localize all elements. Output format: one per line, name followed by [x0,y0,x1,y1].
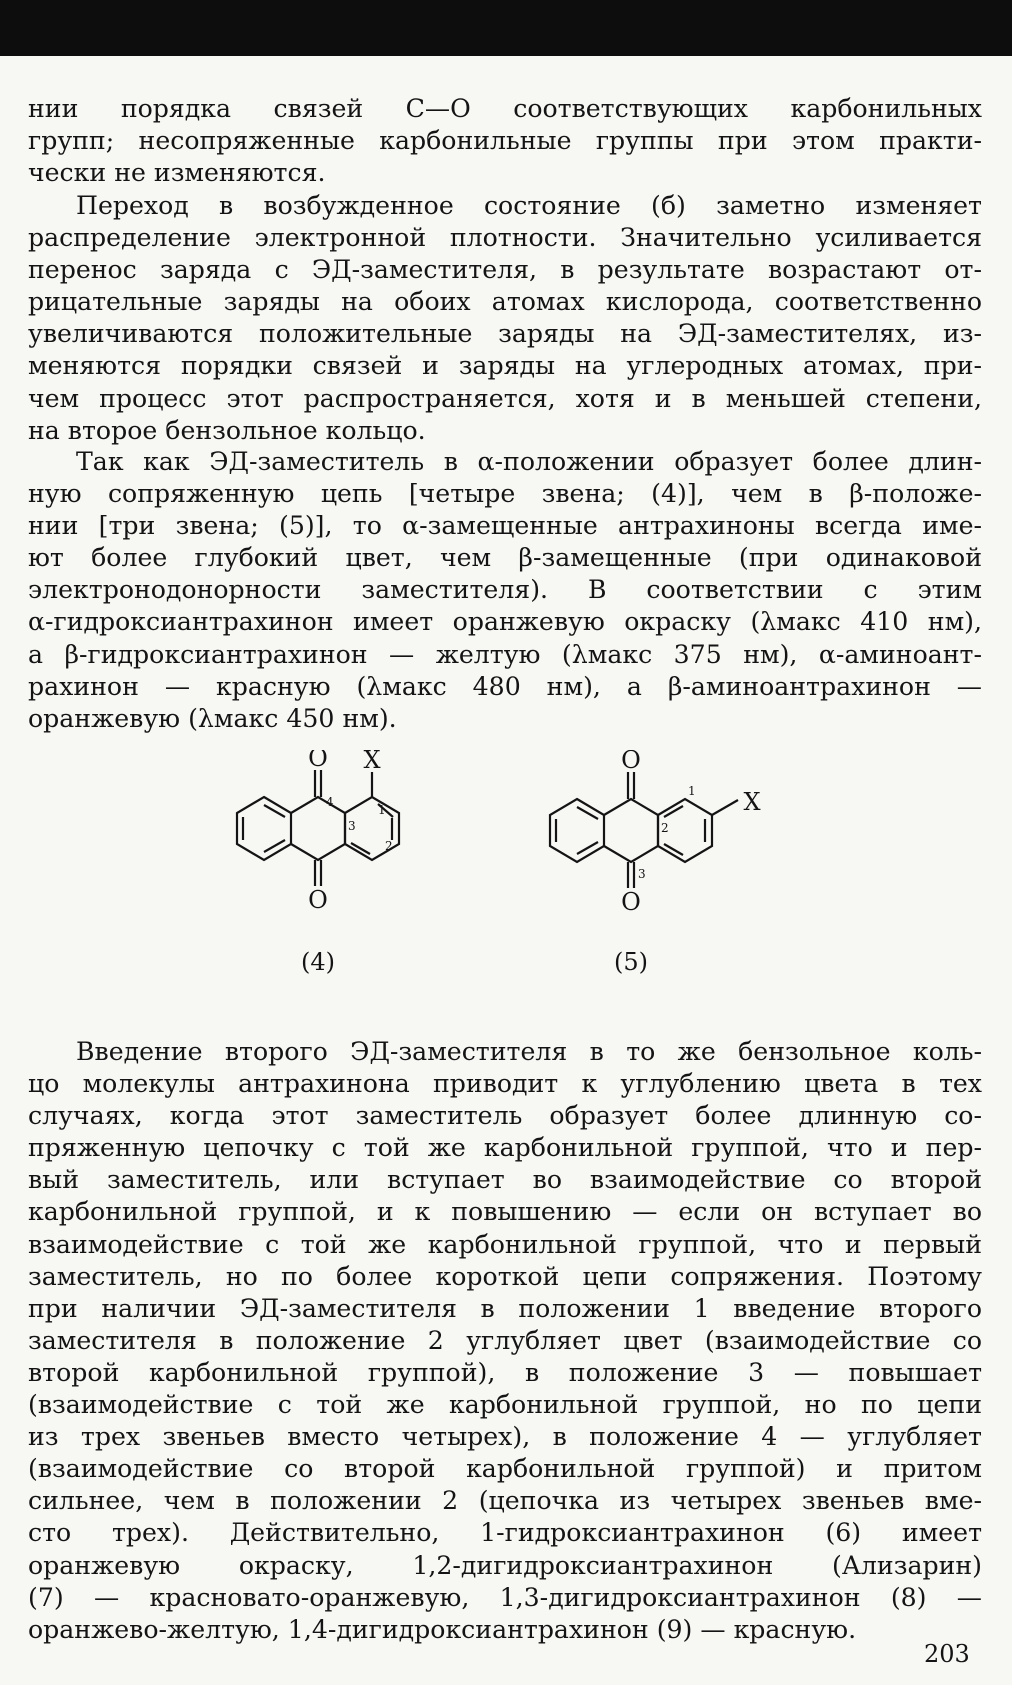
substituent-label: X [743,788,761,816]
text-line: оранжевую окраску, 1,2-дигидроксиантрахинон (Ализарин) [28,1550,982,1580]
text-line: а β-гидроксиантрахинон — желтую (λмакс 375 нм), α-аминоант- [28,639,982,669]
text-line: при наличии ЭД-заместителя в положении 1 введение второго [28,1293,982,1323]
text-line: чески не изменяются. [28,158,326,188]
position-number: 1 [688,784,696,798]
text-line: нии [три звена; (5)], то α-замещенные антрахиноны всегда име- [28,511,982,541]
position-number: 1 [378,803,386,817]
text-line: из трех звеньев вместо четырех), в положение 4 — углубляет [28,1422,982,1452]
position-number: 3 [638,867,646,881]
paragraph-3 [28,446,982,735]
text-line: рахинон — красную (λмакс 480 нм), а β-аминоантрахинон — [28,671,982,701]
text-line: оранжевую (λмакс 450 нм). [28,703,397,733]
text-line: случаях, когда этот заместитель образует более длинную со- [28,1101,982,1131]
position-number: 2 [661,821,669,835]
chemical-structures-figure [0,750,1012,990]
text-line: взаимодействие с той же карбонильной группой, что и первый [28,1229,982,1259]
paragraph-4 [28,1036,982,1646]
text-line: меняются порядки связей и заряды на углеродных атомах, при- [28,351,982,381]
text-line: сильнее, чем в положении 2 (цепочка из четырех звеньев вме- [28,1486,982,1516]
text-line: вый заместитель, или вступает во взаимодействие со второй [28,1165,982,1195]
text-line: заместителя в положение 2 углубляет цвет (взаимодействие со [28,1325,982,1355]
text-line: групп; несопряженные карбонильные группы при этом практи- [28,126,982,156]
text-line: нии порядка связей С—О соответствующих карбонильных [28,94,982,123]
page-number: 203 [924,1640,970,1668]
position-number: 2 [385,839,393,853]
oxygen-label: O [621,750,641,774]
text-line: ную сопряженную цепь [четыре звена; (4)], чем в β-положе- [28,479,982,509]
text-line: карбонильной группой, и к повышению — если он вступает во [28,1197,982,1227]
anthraquinone-structures [0,750,1012,990]
text-line: Переход в возбужденное состояние (б) заметно изменяет [76,191,982,220]
structure-5 [550,750,761,976]
text-line: (взаимодействие со второй карбонильной группой) и притом [28,1454,982,1484]
text-line: сто трех). Действительно, 1-гидроксиантрахинон (6) имеет [28,1518,982,1548]
page-top-dark-band [0,0,1012,56]
text-line: оранжево-желтую, 1,4-дигидроксиантрахинон (9) — красную. [28,1614,857,1644]
text-line: α-гидроксиантрахинон имеет оранжевую окраску (λмакс 410 нм), [28,607,982,637]
text-line: второй карбонильной группой), в положение 3 — повышает [28,1357,982,1387]
text-line: на второе бензольное кольцо. [28,415,426,445]
text-line: рицательные заряды на обоих атомах кислорода, соответственно [28,287,982,317]
text-line: цо молекулы антрахинона приводит к углублению цвета в тех [28,1069,982,1099]
oxygen-label: O [621,888,641,916]
paragraph-2 [28,190,982,447]
text-line: ют более глубокий цвет, чем β-замещенные (при одинаковой [28,543,982,573]
text-line: заместитель, но по более короткой цепи сопряжения. Поэтому [28,1261,982,1291]
left-ring [237,797,291,860]
text-line: пряженную цепочку с той же карбонильной группой, что и пер- [28,1133,982,1163]
text-line: электронодонорности заместителя). В соответствии с этим [28,575,982,605]
text-line: (взаимодействие с той же карбонильной группой, но по цепи [28,1390,982,1420]
text-line: Введение второго ЭД-заместителя в то же бензольное коль- [76,1037,982,1066]
text-line: перенос заряда с ЭД-заместителя, в результате возрастают от- [28,255,982,285]
structure-caption: (5) [614,948,648,976]
oxygen-label: O [308,750,328,772]
substituent-label: X [363,750,381,774]
text-line: увеличиваются положительные заряды на ЭД-заместителях, из- [28,319,982,349]
left-ring [550,799,604,862]
position-number: 4 [326,795,334,809]
text-line: чем процесс этот распространяется, хотя и в меньшей степени, [28,383,982,413]
structure-caption: (4) [301,948,335,976]
central-ring [604,799,658,862]
structure-4 [237,750,399,976]
text-line: распределение электронной плотности. Значительно усиливается [28,223,982,253]
oxygen-label: O [308,886,328,914]
text-line: Так как ЭД-заместитель в α-положении образует более длин- [76,447,982,476]
position-number: 3 [348,819,356,833]
text-line: (7) — красновато-оранжевую, 1,3-дигидроксиантрахинон (8) — [28,1582,982,1612]
paragraph-1 [28,93,982,189]
central-ring [291,797,345,860]
